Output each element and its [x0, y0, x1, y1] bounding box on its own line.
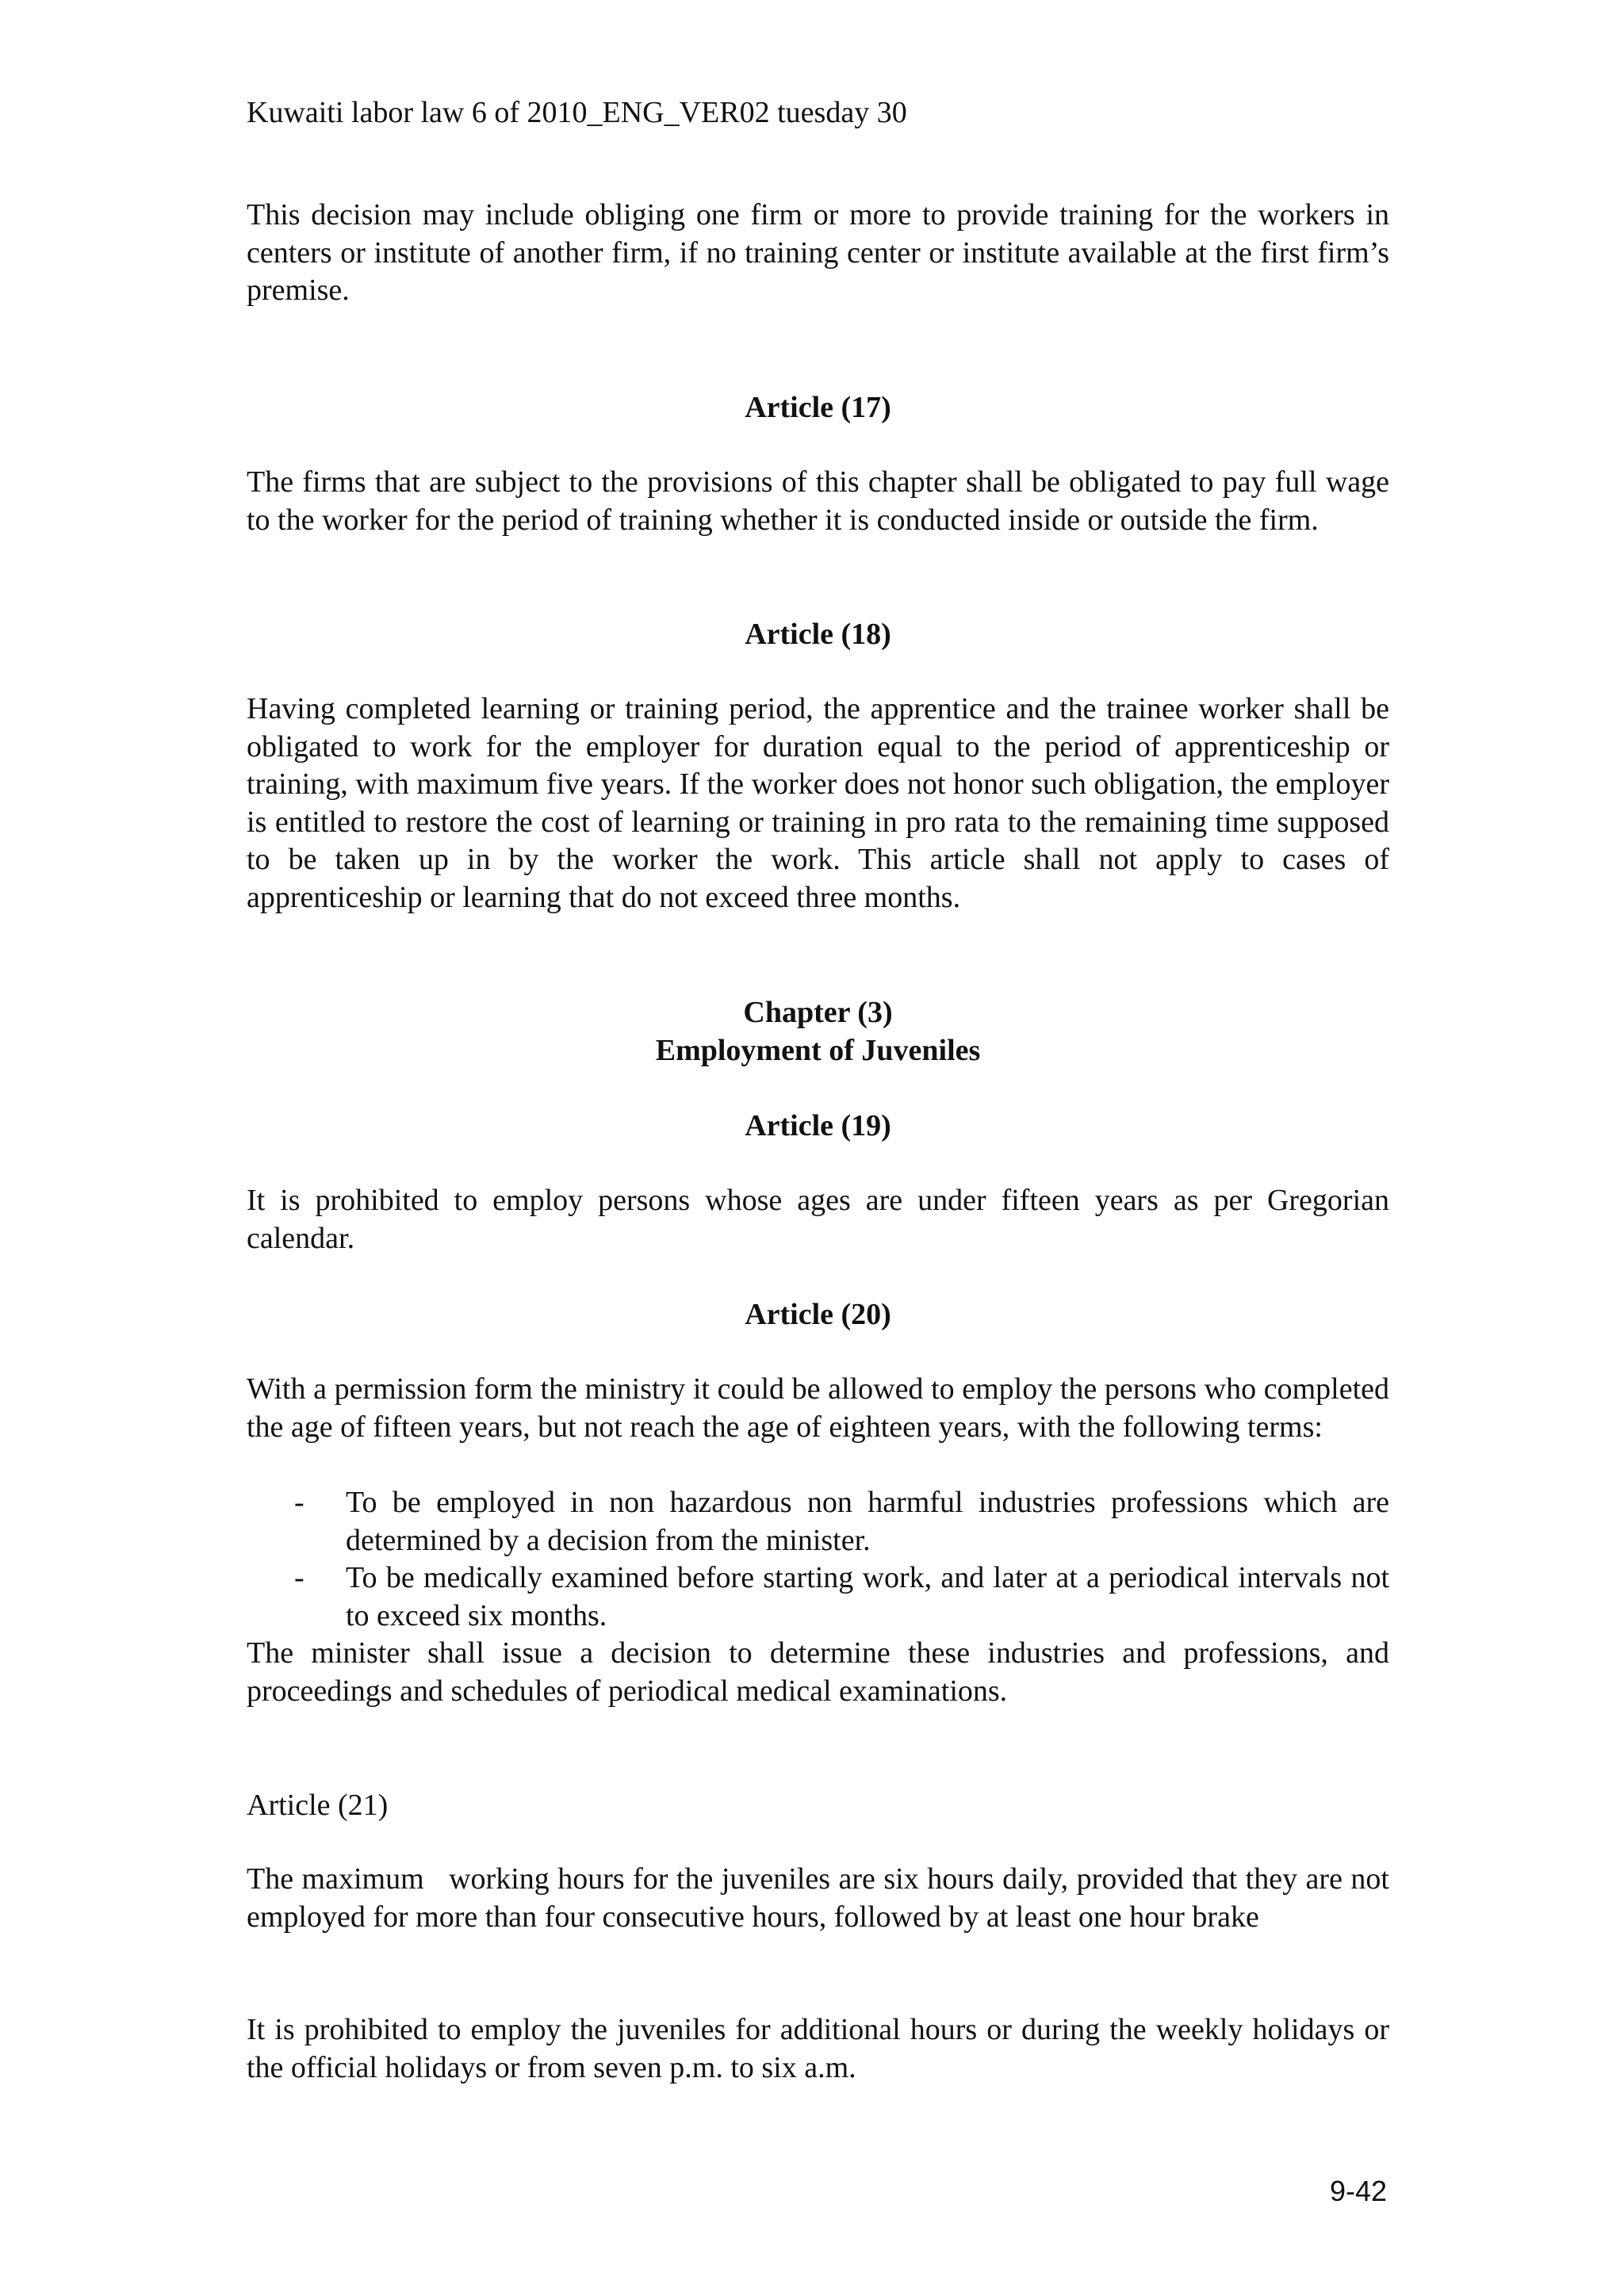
intro-paragraph: This decision may include obliging one firm or more to provide training for the workers in centers or institute of another firm, if no training center or institute available at the first firm’s premise. — [247, 198, 1389, 307]
bullet-dash: - — [294, 1561, 304, 1594]
article-21-title: Article (21) — [247, 1789, 389, 1822]
article-18-title: Article (18) — [745, 618, 891, 651]
article-21-text-2: It is prohibited to employ the juveniles for additional hours or during the weekly holidays or the official holidays or from seven p.m. to six a.m. — [247, 2013, 1389, 2084]
article-20-closing: The minister shall issue a decision to determine these industries and professions, and proceedings and schedules of periodical medical examinations. — [247, 1636, 1389, 1708]
chapter-3-title: Chapter (3) — [743, 996, 893, 1029]
article-19-title: Article (19) — [745, 1109, 891, 1142]
article-18-text: Having completed learning or training period, the apprentice and the trainee worker shall be obligated to work for the employer for duration equal to the period of apprenticeship or training, with maximum five years. If the worker does not honor such obligation, the employer is entitled to restore the cost of learning or training in pro rata to the remaining time supposed to be taken up in by the worker the work. This article shall not apply to cases of apprenticeship or learning that do not exceed three months. — [247, 692, 1389, 914]
list-item — [247, 1484, 1389, 1559]
article-17-title: Article (17) — [745, 391, 891, 424]
article-20-terms-list — [247, 1484, 1389, 1635]
article-21-text-1: The maximum working hours for the juveniles are six hours daily, provided that they are not employed for more than four consecutive hours, followed by at least one hour brake — [247, 1862, 1397, 1934]
chapter-3-subtitle: Employment of Juveniles — [655, 1034, 981, 1067]
article-19-text: It is prohibited to employ persons whose ages are under fifteen years as per Gregorian calendar. — [247, 1184, 1389, 1255]
article-20-text: With a permission form the ministry it could be allowed to employ the persons who completed the age of fifteen years, but not reach the age of eighteen years, with the following terms: — [247, 1372, 1389, 1444]
list-item-text: To be employed in non hazardous non harmful industries professions which are determined by a decision from the minister. — [346, 1486, 1389, 1557]
article-20-title: Article (20) — [745, 1298, 891, 1331]
article-17-text: The firms that are subject to the provisions of this chapter shall be obligated to pay full wage to the worker for the period of training whether it is conducted inside or outside the firm. — [247, 465, 1389, 537]
list-item-text: To be medically examined before starting work, and later at a periodical intervals not to exceed six months. — [346, 1561, 1389, 1632]
page-number: 9-42 — [1329, 2175, 1387, 2207]
document-header: Kuwaiti labor law 6 of 2010_ENG_VER02 tuesday 30 — [247, 96, 907, 129]
list-item — [247, 1559, 1389, 1635]
bullet-dash: - — [294, 1486, 304, 1519]
